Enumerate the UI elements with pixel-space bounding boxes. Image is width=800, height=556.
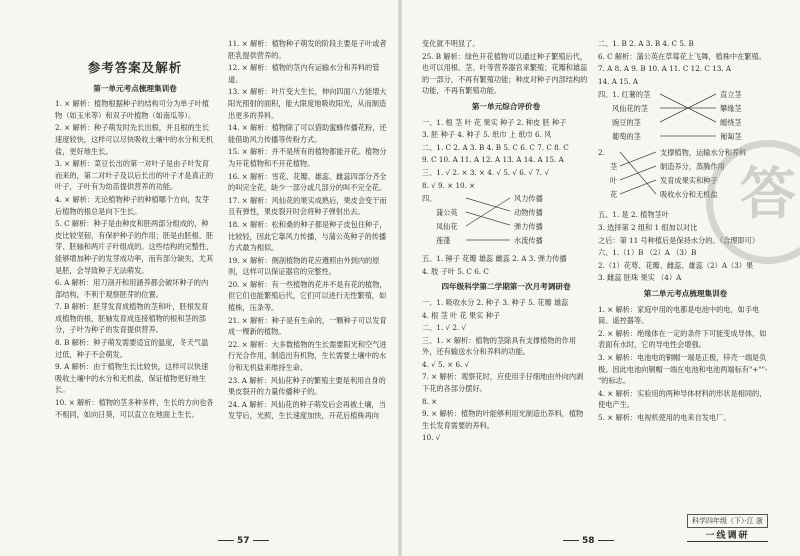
answer-item: 8. B 解析：种子萌发需要适宜的温度，冬天气温过低，种子不会萌发。	[55, 338, 209, 359]
answer-item: 六、1.（1）B （2）A （3）B	[598, 248, 697, 258]
answer-item: 三、1. × 解析：植物的茎除具有支撑植物的作用外，还有输送水分和养料的功能。	[422, 335, 577, 357]
monthly-test-heading: 四年级科学第二学期第一次月考调研卷	[441, 282, 571, 292]
watermark-stamp: 答	[706, 140, 800, 264]
answer-item: 4. √ 5. × 6. √	[422, 359, 470, 369]
match-right-label: 风力传播	[514, 194, 543, 204]
answer-item: 1. × 解析：植物根据种子的结构可分为单子叶植物（如玉米等）和双子叶植物（如南瓜等）。	[55, 99, 210, 120]
answer-item: 三、1. √ 2. × 3. × 4. √ 5. √ 6. √ 7. √	[422, 167, 550, 177]
match-left-label: 葡萄的茎	[612, 132, 641, 142]
fig-label: 茎	[610, 162, 618, 172]
match-left-label: 风仙花的茎	[612, 104, 648, 114]
answer-item: 10. × 解析：植物的茎多种多样，生长的方向也各不相同，如向日葵，可以直立在地面上生长。	[55, 398, 214, 419]
fig-target: 吸收水分和无机盐	[660, 190, 718, 200]
stem-type-matching	[598, 89, 773, 145]
answer-item: 3. 雌蕊 胚珠 果实 （4）A	[598, 273, 682, 283]
answer-item: 8. ×	[422, 396, 438, 406]
answer-item: 变化就不明显了。	[422, 39, 480, 48]
publisher-brand	[687, 514, 768, 542]
answer-item: 五、1. 是 2. 植物茎叶	[598, 210, 669, 220]
answer-item: 二、1. C 2. A 3. B 4. B 5. C 6. C 7. C 8. C	[422, 142, 569, 152]
answer-item: 22. × 解析：大多数植物的生长需要阳光和空气进行光合作用，制造出有机物，生长需要土壤中的水分和无机盐来维持生命。	[228, 339, 387, 373]
answer-item: 7. × 解析：观察花时，应使用手仔细地由外向内剥下花的各部分摆好。	[422, 372, 584, 394]
answer-item: 6. A 解析：用刀剖开和用涵养都会破坏种子的内部结构，不利于观察胚芽的位置。	[55, 278, 209, 299]
fig-target: 支撑植物，运输水分和养料	[660, 148, 747, 158]
answer-item: 二、1. √ 2. √	[422, 323, 467, 333]
left-column-2	[228, 38, 388, 423]
match-right-label: 直立茎	[720, 90, 742, 100]
answer-item: 13. × 解析：叶片变大生长，伸向四面八方能增大阳光照射的面积，能大限度地吸收阳光，从而制造出更多的养料。	[228, 87, 387, 120]
unit1-review-heading: 第一单元综合评价卷	[471, 101, 541, 111]
brand-name: 一线调研	[687, 528, 768, 542]
answer-item: 1. × 解析：家庭中用的电都是电池中的电，如手电筒、遥控器等。	[598, 304, 760, 326]
match-left-label: 豌豆的茎	[612, 118, 641, 128]
answer-item: 3. 选择第 2 组和 1 组加以对比	[598, 222, 698, 232]
seed-dispersal-matching	[422, 193, 590, 251]
match-right-label: 弹力传播	[514, 222, 543, 232]
answer-item: 12. × 解析：植物的茎内有运输水分和养料的管道。	[228, 63, 380, 84]
answer-item: 14. A 15. A	[598, 76, 639, 86]
answer-item: 14. × 解析：植物除了可以借助蜜蜂传播花粉，还能借助风力传播等传粉方式。	[228, 123, 387, 144]
match-right-label: 水流传播	[514, 236, 543, 246]
answer-item: 9. A 解析：由于植物生长比较快，这样可以快速吸收土壤中的水分和无机盐，保证植物更好地生长。	[55, 362, 209, 395]
fig-target: 制造养分，蒸腾作用	[660, 162, 725, 172]
unit2-heading: 第二单元考点梳理集训卷	[643, 288, 728, 298]
answer-item: 3. × 解析：电池电的铜帽一端是正极，锌壳一端是负极。因此电池向铜帽一端在电池和电池两端标有"+""-"的标志。	[598, 352, 768, 386]
right-column-1	[422, 38, 590, 445]
answer-item: 9. × 解析：植物的叶能够利用光制造出养料，植物生长发育需要的养料。	[422, 409, 584, 430]
answer-item: 6. C 解析：蒲公英在草莓花上飞舞，植株中在繁殖。	[598, 51, 766, 61]
answer-item: 9. C 10. A 11. A 12. A 13. A 14. A 15. A	[422, 155, 564, 165]
answer-item: 25. B 解析：绿色开花植物可以通过种子繁殖后代，也可以用根、茎、叶等营养器官来繁殖；花瓣和雄蕊的一部分，不再有繁殖功能；种皮对种子内部结构的功能，不再有繁殖功能。	[422, 51, 588, 96]
answer-item: 2. × 解析：绝缘体在一定的条件下可能变成导体，如表面有水时，它的导电性会增强。	[598, 328, 767, 350]
match-right-label: 动物传播	[514, 208, 543, 218]
answer-item: 一、1. 根 茎 叶 花 果实 种子 2. 种皮 胚 种子	[422, 117, 567, 127]
answer-item: 4. 肢 子叶 5. C 6. C	[422, 266, 489, 276]
answer-item: 2.（1）花萼、花瓣、雌蕊、雄蕊（2）A（3）果	[598, 260, 754, 270]
match-left-label: 蒲公英	[436, 208, 458, 218]
answer-item: 10. √	[422, 433, 441, 443]
right-page	[400, 0, 800, 556]
answer-item: 7. B 解析：胚芽发育成植物的茎和叶，胚根发育成植物的根，胚轴发育成连接植物的根和茎的部分，子叶为种子的发育提供营养。	[55, 302, 209, 335]
answer-title: 参考答案及解析	[87, 60, 183, 75]
page-number-right: 58	[560, 536, 617, 546]
answer-item: 20. × 解析：有一些植物的花并不是有花的植物，但它们也能繁殖后代，它们可以进行无性繁殖，如植株，压条等。	[228, 279, 387, 313]
answer-item: 一、1. 吸收水分 2. 种子 3. 种子 5. 花瓣 雄蕊	[422, 297, 569, 307]
page-number-left: 57	[215, 536, 272, 546]
match-left-label: 四、	[422, 194, 437, 204]
answer-item: 之后：第 11 号种植后是保持水分的。（合理即可）	[598, 235, 760, 245]
answer-item: 五、1. 锤子 花瓣 雄蕊 雌蕊 2. A 3. 弹力传播	[422, 254, 567, 264]
answer-item: 23. A 解析：风仙花种子的繁殖主要是利用自身的果皮裂开的力量传播种子的。	[228, 375, 386, 397]
answer-item: 5. × 解析：电视机使用的电来自发电厂。	[598, 412, 731, 422]
brand-subject: 科学四年级（下）·江 浙	[687, 514, 768, 528]
answer-item: 21. × 解析：种子是有生命的，一颗种子可以发育成一棵新的植物。	[228, 315, 387, 337]
fig-target: 发育成果实和种子	[660, 176, 718, 186]
answer-item: 16. × 解析：雪花、花瓣、雄蕊、雌蕊四部分齐全的叫完全花，缺少一部分或几部分的叫不完全花。	[228, 171, 387, 193]
answer-item: 24. A 解析：风仙花的种子萌发后会再被土壤，当发芽后，光照，生长速度加快，开花后植株再向	[228, 399, 386, 421]
answer-item: 17. × 解析：风仙花的果实成熟后，果皮会变干而且有弹性，果皮裂开时会将种子弹射出去。	[228, 195, 387, 217]
match-right-label: 攀缘茎	[720, 104, 742, 114]
answer-item: 15. × 解析：并不是所有的植物都能开花。植物分为开花植物和不开花植物。	[228, 147, 387, 168]
left-column-1	[55, 40, 215, 421]
answer-item: 4. × 解析：无论植物种子的种植哪个方向，发芽后植物的根总是向下生长。	[55, 194, 210, 216]
match-left-label: 莲蓬	[436, 236, 451, 246]
match-right-label: 缠绕茎	[720, 118, 742, 128]
answer-item: 19. × 解析：侧剖植物的花应遵照由外到内的原则，这样可以保证器官的完整性。	[228, 255, 380, 277]
answer-item: 8. √ 9. × 10. ×	[422, 180, 476, 190]
answer-item: 2. × 解析：种子萌发时先长出根，并且根的生长速度较快，这样可以尽快吸收土壤中的水分和无机盐，更好地生长。	[55, 123, 214, 156]
answer-item: 5. C 解析：种子是由种皮和胚两部分组成的，种皮比较坚韧，有保护种子的作用；胚是由胚根、胚芽、胚轴和两片子叶组成的。这些结构的完整性，能够增加种子的发芽成功率，而有部分缺失，尤其是胚，会导致种子无法萌发。	[55, 219, 214, 275]
answer-item: 18. × 解析：松和桑的种子都是种子皮包住种子，比较轻，因此它靠风力传播，与蒲公英种子的传播方式最为相似。	[228, 219, 387, 253]
unit1-subtitle: 第一单元考点梳理集训卷	[93, 83, 177, 93]
match-right-label: 匍匐茎	[720, 132, 742, 142]
answer-item: 3. 胚 种子 4. 种子 5. 纸巾 上 纸巾 6. 风	[422, 130, 552, 140]
answer-item: 二、1. B 2. A 3. B 4. C 5. B	[598, 39, 694, 48]
answer-item: 4. 根 茎 叶 花 果实 种子	[422, 310, 501, 320]
answer-item: 11. × 解析：植物种子萌发的阶段主要是子叶或者胚乳提供营养的。	[228, 39, 387, 60]
answer-item: 7. A 8. A 9. B 10. A 11. C 12. C 13. A	[598, 64, 732, 74]
fig-label: 花	[610, 190, 618, 200]
fig-label: 2.	[598, 148, 605, 158]
match-left-label: 四、1. 红薯的茎	[598, 90, 651, 100]
answer-item: 4. × 解析：实验用的两种导体材料的形状是相同的，使电产生。	[598, 388, 767, 410]
answer-item: 3. × 解析：菜豆长出的第一对叶子是由子叶发育而来的，第二对叶子及以后长出的叶子才是真正的叶子，子叶有为幼苗提供营养的功能。	[55, 159, 214, 192]
match-left-label: 凤仙花	[436, 222, 458, 232]
fig-label: 叶	[610, 176, 618, 186]
